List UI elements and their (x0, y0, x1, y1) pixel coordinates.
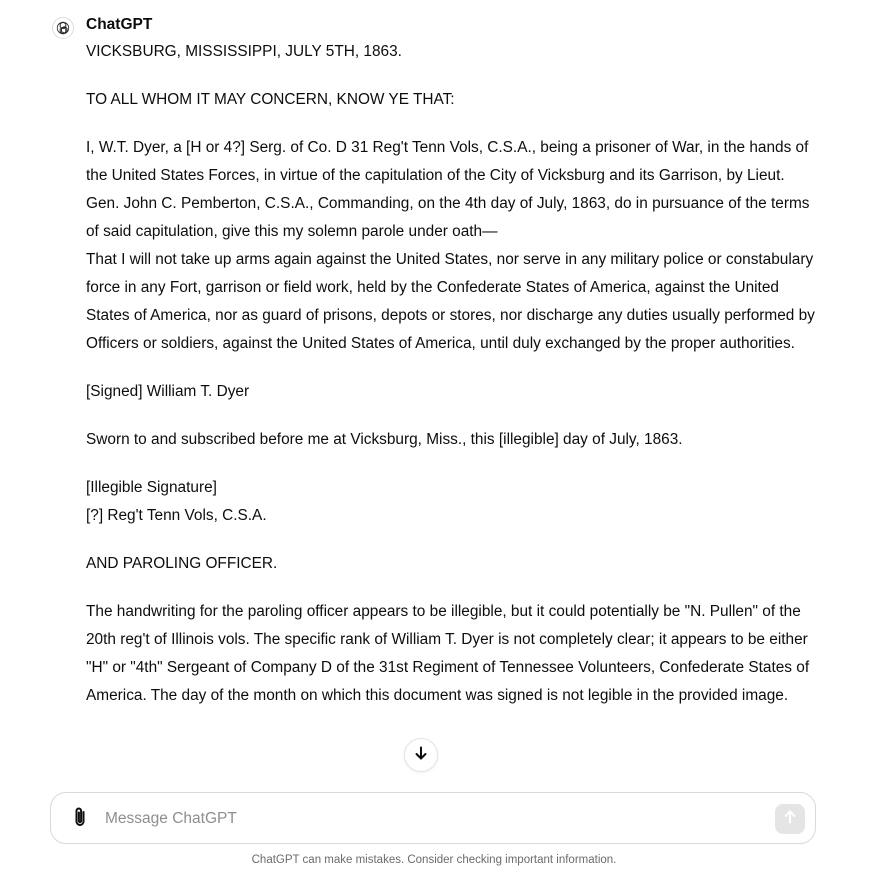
signature-line: [Signed] William T. Dyer (86, 383, 250, 400)
send-button[interactable] (775, 804, 805, 834)
paroling-officer-label: AND PAROLING OFFICER. (86, 555, 278, 572)
message-input[interactable] (105, 807, 745, 831)
scroll-to-bottom-button[interactable] (404, 738, 438, 772)
attach-button[interactable] (69, 807, 91, 831)
arrow-down-icon (413, 745, 429, 766)
dateline: VICKSBURG, MISSISSIPPI, JULY 5TH, 1863. (86, 43, 402, 60)
analysis-note: The handwriting for the paroling officer appears to be illegible, but it could potentially be "N. Pullen" of the 20th reg't of Illinois vols. The specific rank of William T. Dyer is not completely clear; it appears to be either "H" or "4th" Sergeant of Company D of the 31st Regiment of Tennessee Volunteers, Confederate States of America. The day of the month on which this document was signed is not legible in the provided image. (86, 603, 810, 704)
message-composer (50, 792, 816, 844)
message-author: ChatGPT (86, 16, 153, 33)
arrow-up-icon (782, 809, 798, 830)
footer-disclaimer: ChatGPT can make mistakes. Consider checking important information. (251, 854, 617, 866)
officer-signature: [Illegible Signature] [?] Reg't Tenn Vols, C.S.A. (86, 479, 267, 524)
salutation: TO ALL WHOM IT MAY CONCERN, KNOW YE THAT: (86, 91, 455, 108)
parole-text: I, W.T. Dyer, a [H or 4?] Serg. of Co. D 31 Reg't Tenn Vols, C.S.A., being a prisoner of War, in the hands of the United States Forces, in virtue of the capitulation of the City of Vicksburg and its Garrison, by Lieut. Gen. John C. Pemberton, C.S.A., Commanding, on the 4th day of July, 1863, do in pursuance of the terms of said capitulation, give this my solemn parole under oath— That I will not take up arms again against the United States, nor serve in any military police or constabulary force in any Fort, garrison or field work, held by the Confederate States of America, against the United States of America, nor as guard of prisons, depots or stores, nor discharge any duties usually performed by Officers or soldiers, against the United States of America, until duly exchanged by the proper authorities. (86, 139, 815, 352)
sworn-statement: Sworn to and subscribed before me at Vicksburg, Miss., this [illegible] day of July, 1863. (86, 431, 683, 448)
openai-logo-icon (52, 17, 74, 39)
paperclip-icon (71, 806, 89, 833)
message-content (86, 38, 821, 710)
